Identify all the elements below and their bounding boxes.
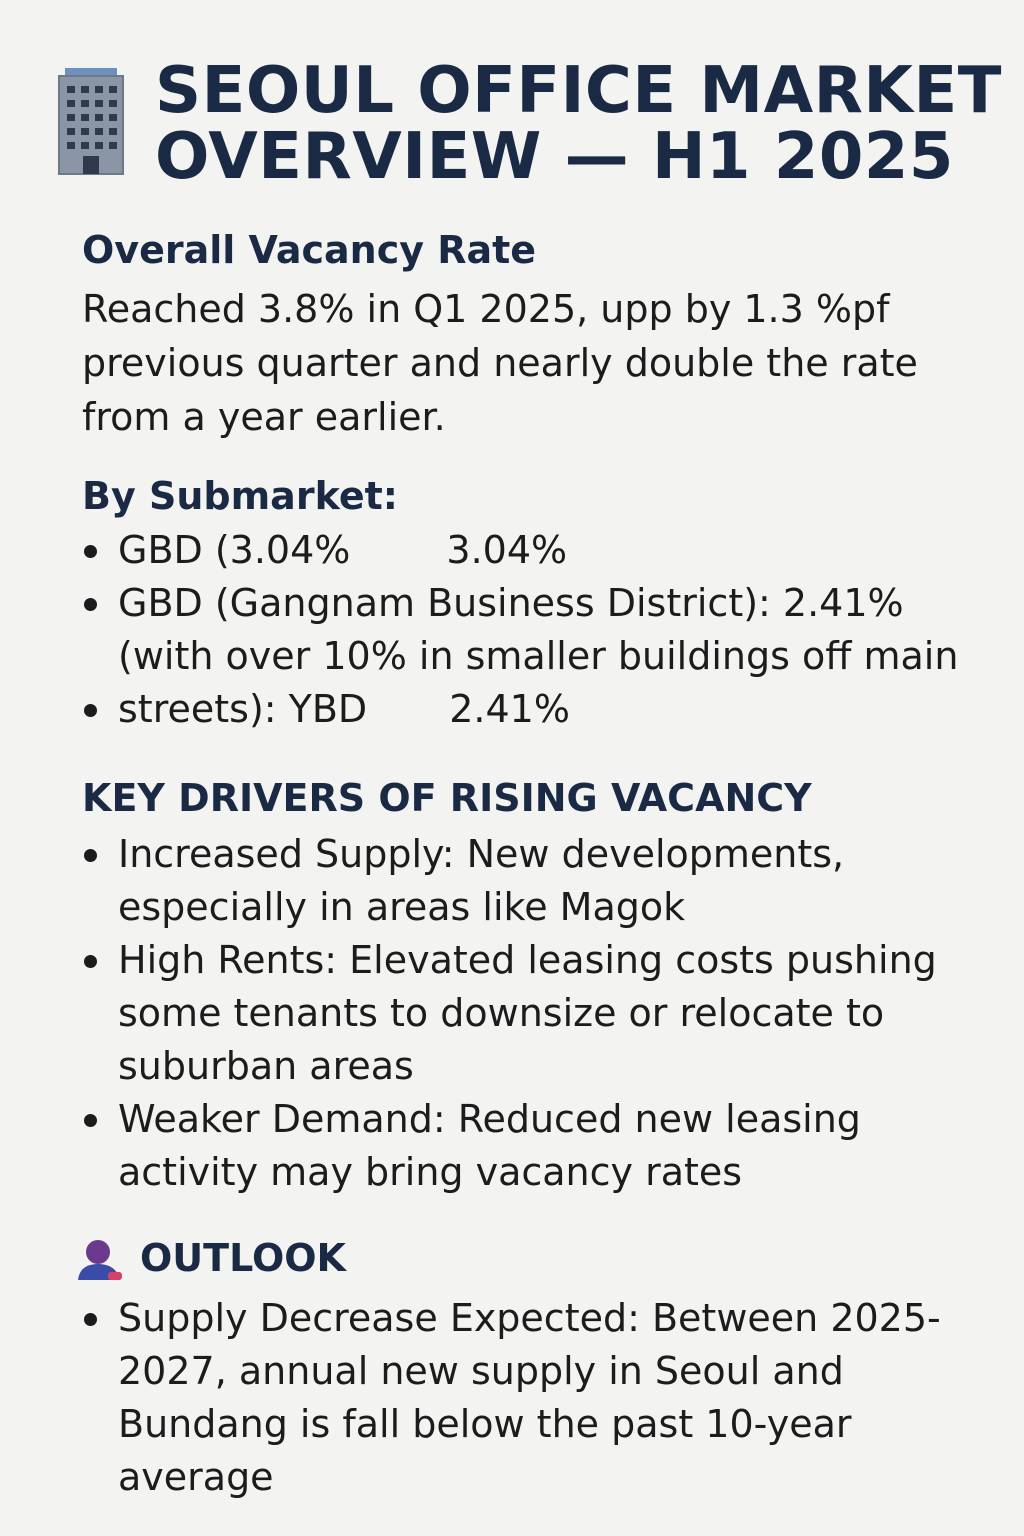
bullet-icon [84,849,97,862]
submarket-heading: By Submarket: [82,474,398,518]
bullet-icon [84,704,97,717]
drivers-heading: KEY DRIVERS OF RISING VACANCY [82,776,812,820]
page-title: SEOUL OFFICE MARKET OVERVIEW — H1 2025 [155,54,1002,194]
submarket-item-label: streets): YBD [118,687,368,731]
driver-text: Increased Supply: New developments, especially in areas like Magok [118,832,845,929]
submarket-item-value: 3.04% [446,528,568,572]
submarket-section [82,474,1002,736]
list-item [82,1093,1002,1199]
drivers-list [82,828,1002,1199]
office-building-icon [55,66,127,176]
vacancy-section [82,228,1002,444]
list-item [82,577,1002,683]
vacancy-heading: Overall Vacancy Rate [82,228,537,272]
bullet-icon [84,545,97,558]
list-item [82,683,1002,736]
outlook-list [82,1292,996,1504]
person-icon [76,1238,124,1282]
outlook-text: Supply Decrease Expected: Between 2025-2027, annual new supply in Seoul and Bundang is fall below the past 10-year average [118,1296,941,1499]
submarket-item-label: GBD (3.04% [118,528,351,572]
vacancy-body: Reached 3.8% in Q1 2025, upp by 1.3 %pf previous quarter and nearly double the rate from a year earlier. [82,287,918,439]
submarket-item-value: 2.41% [449,687,570,731]
list-item [82,524,1002,577]
outlook-header [76,1236,996,1284]
bullet-icon [84,1114,97,1127]
driver-text: Weaker Demand: Reduced new leasing activity may bring vacancy rates [118,1097,861,1194]
submarket-list [82,524,1002,736]
list-item [82,828,1002,934]
header [55,54,1002,198]
list-item [82,1292,996,1504]
driver-text: High Rents: Elevated leasing costs pushing some tenants to downsize or relocate to suburban areas [118,938,937,1088]
list-item [82,934,1002,1093]
bullet-icon [84,598,97,611]
outlook-heading: OUTLOOK [140,1236,346,1280]
bullet-icon [84,955,97,968]
bullet-icon [84,1313,97,1326]
drivers-section [82,776,1002,1199]
outlook-section [76,1236,996,1504]
submarket-item-text: GBD (Gangnam Business District): 2.41% (with over 10% in smaller buildings off main [118,581,959,678]
